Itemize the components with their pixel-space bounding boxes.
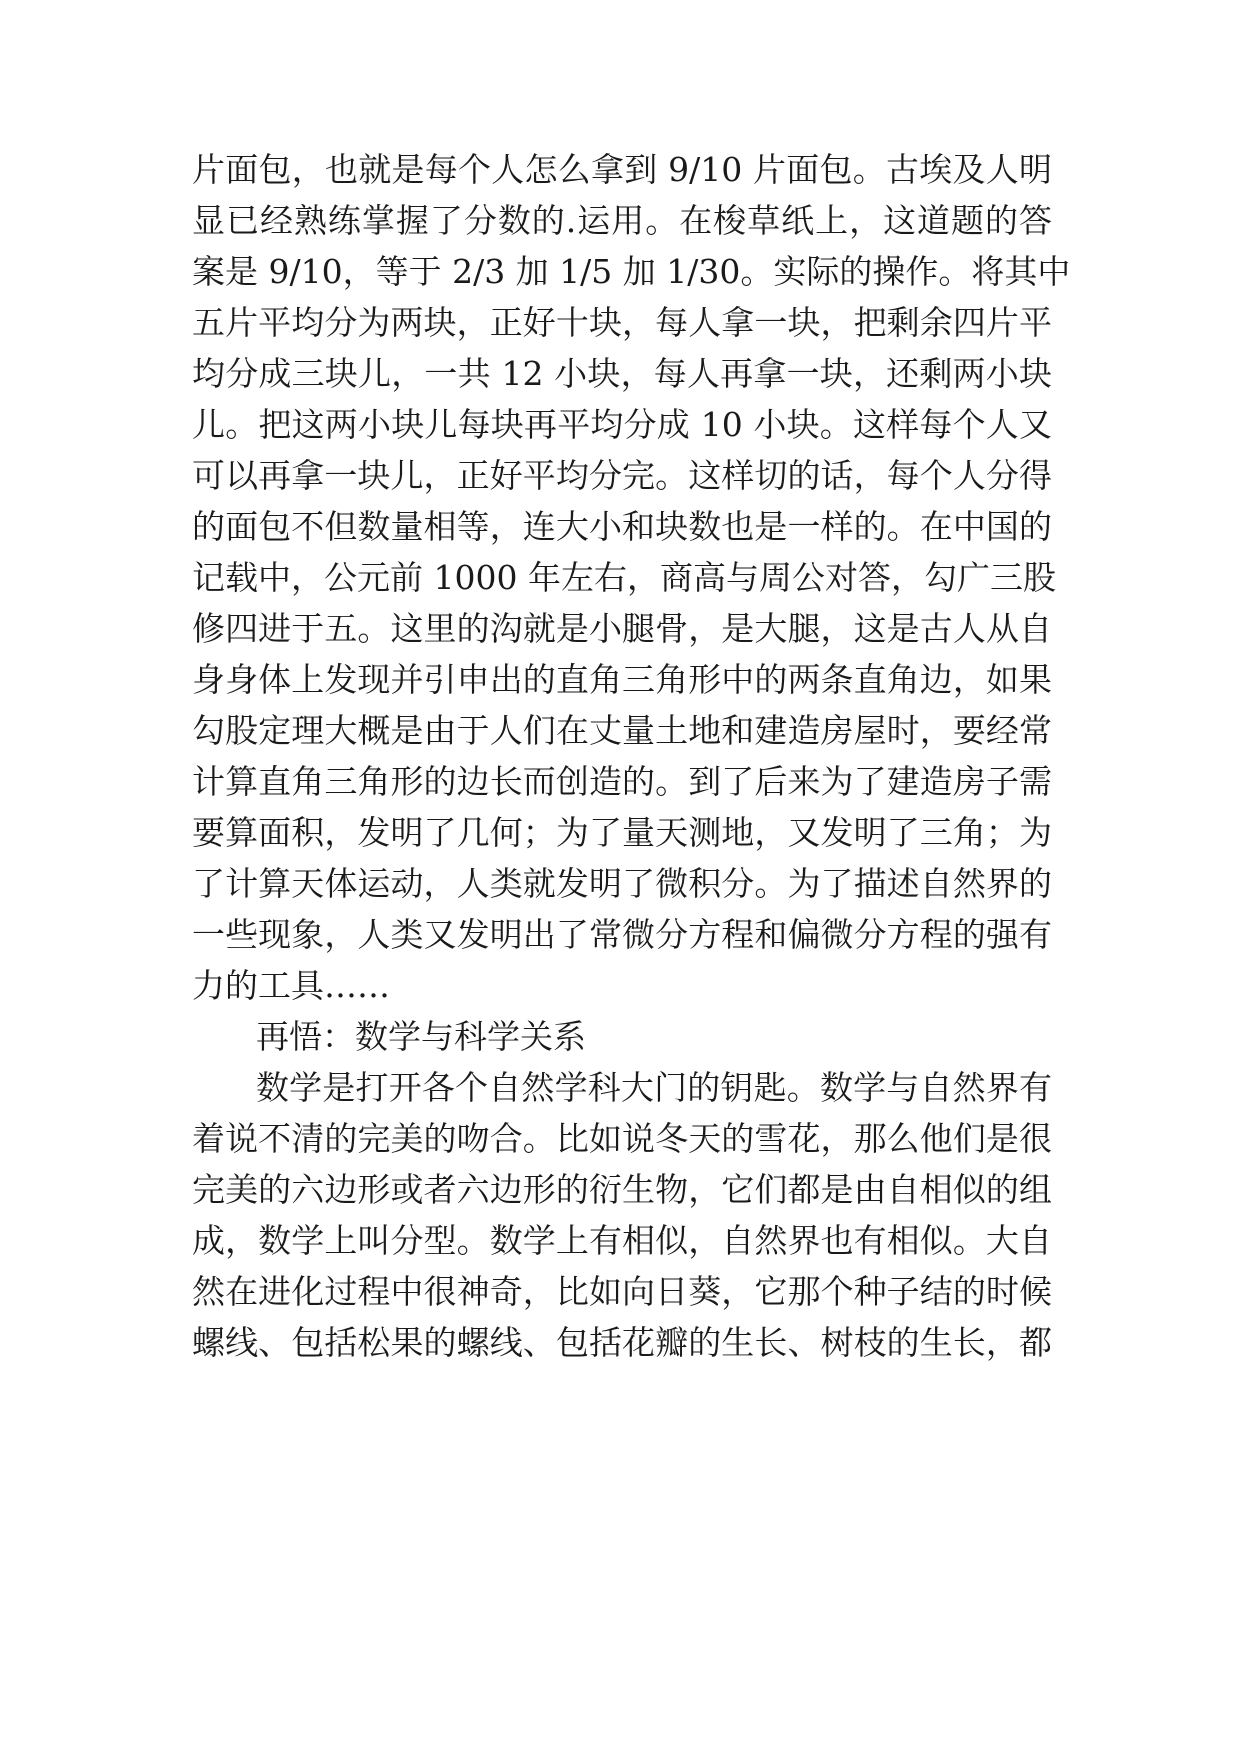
paragraph-line: 完美的六边形或者六边形的衍生物，它们都是由自相似的组 [192,1170,1052,1209]
paragraph-line: 力的工具…… [192,966,390,1005]
paragraph-line: 一些现象，人类又发明出了常微分方程和偏微分方程的强有 [192,915,1052,954]
paragraph-line: 的面包不但数量相等，连大小和块数也是一样的。在中国的 [192,507,1052,546]
paragraph-line: 勾股定理大概是由于人们在丈量土地和建造房屋时，要经常 [192,711,1052,750]
paragraph-line: 成，数学上叫分型。数学上有相似，自然界也有相似。大自 [192,1221,1052,1260]
paragraph-line: 修四进于五。这里的沟就是小腿骨，是大腿，这是古人从自 [192,609,1052,648]
paragraph-line: 儿。把这两小块儿每块再平均分成 10 小块。这样每个人又 [192,405,1052,444]
paragraph-line: 计算直角三角形的边长而创造的。到了后来为了建造房子需 [192,762,1052,801]
paragraph-line: 案是 9/10，等于 2/3 加 1/5 加 1/30。实际的操作。将其中 [192,252,1071,291]
paragraph-line: 着说不清的完美的吻合。比如说冬天的雪花，那么他们是很 [192,1119,1052,1158]
paragraph-line: 数学是打开各个自然学科大门的钥匙。数学与自然界有 [256,1068,1052,1107]
paragraph-line: 然在进化过程中很神奇，比如向日葵，它那个种子结的时候 [192,1272,1052,1311]
paragraph-line: 要算面积，发明了几何；为了量天测地，又发明了三角；为 [192,813,1052,852]
paragraph-line: 片面包，也就是每个人怎么拿到 9/10 片面包。古埃及人明 [192,150,1052,189]
paragraph-line: 身身体上发现并引申出的直角三角形中的两条直角边，如果 [192,660,1052,699]
paragraph-line: 五片平均分为两块，正好十块，每人拿一块，把剩余四片平 [192,303,1052,342]
paragraph-line: 均分成三块儿，一共 12 小块，每人再拿一块，还剩两小块 [192,354,1052,393]
paragraph-line: 显已经熟练掌握了分数的.运用。在梭草纸上，这道题的答 [192,201,1052,240]
section-heading: 再悟：数学与科学关系 [256,1017,586,1056]
paragraph-line: 了计算天体运动，人类就发明了微积分。为了描述自然界的 [192,864,1052,903]
paragraph-line: 可以再拿一块儿，正好平均分完。这样切的话，每个人分得 [192,456,1052,495]
paragraph-line: 螺线、包括松果的螺线、包括花瓣的生长、树枝的生长，都 [192,1323,1052,1362]
paragraph-line: 记载中，公元前 1000 年左右，商高与周公对答，勾广三股 [192,558,1056,597]
